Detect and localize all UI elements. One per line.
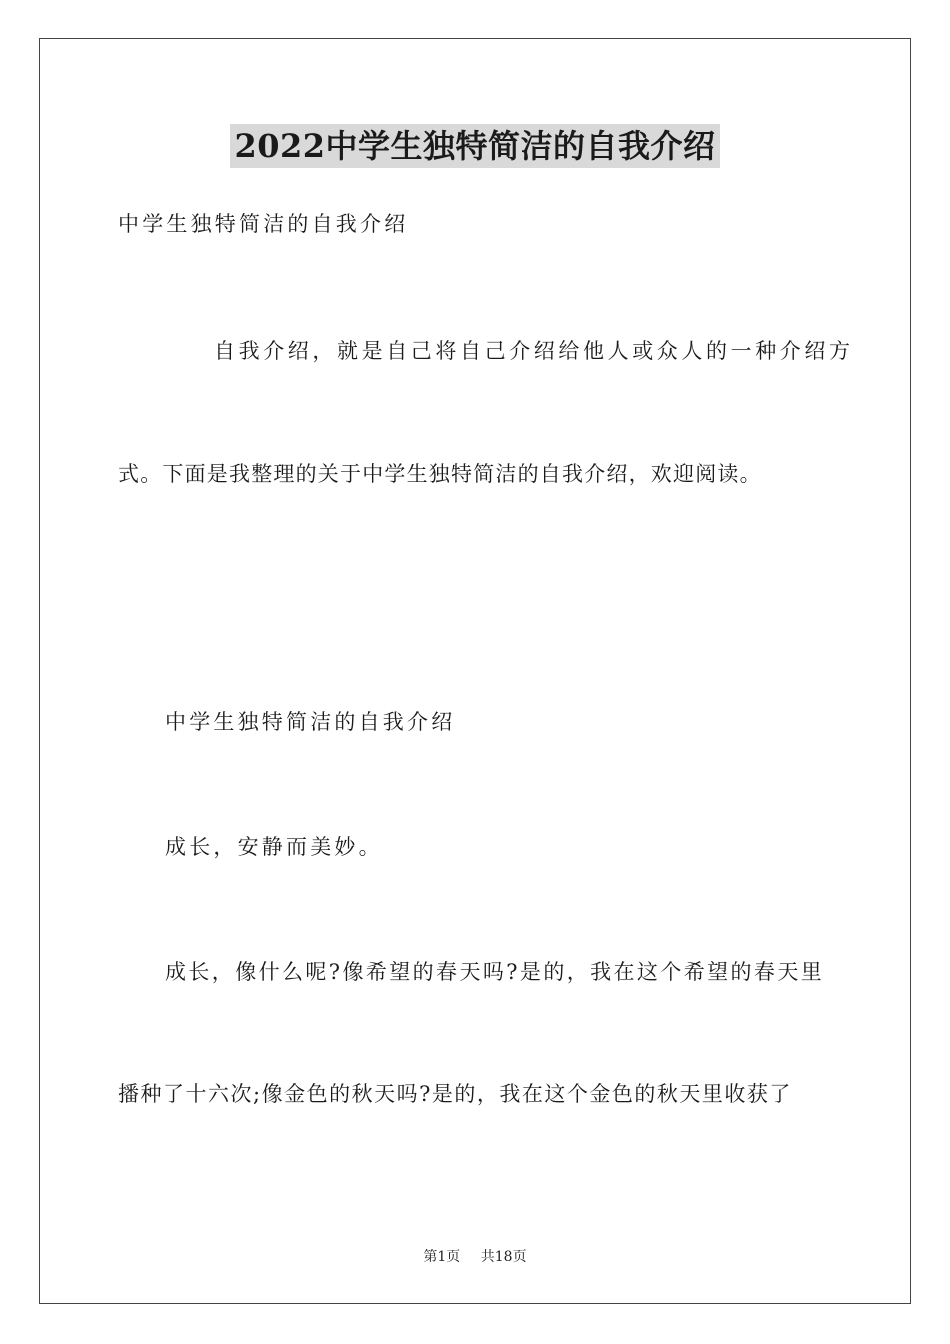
subtitle-line: 中学生独特简洁的自我介绍: [118, 212, 409, 236]
page-total: 共18页: [480, 1249, 527, 1265]
paragraph-line: 成长，像什么呢?像希望的春天吗?是的，我在这个希望的春天里: [165, 960, 825, 984]
page-number: 第1页: [423, 1249, 461, 1265]
title-container: [0, 124, 950, 168]
paragraph-line: 式。下面是我整理的关于中学生独特简洁的自我介绍，欢迎阅读。: [118, 462, 762, 486]
document-title: 2022中学生独特简洁的自我介绍: [230, 124, 719, 168]
paragraph-line: 自我介绍，就是自己将自己介绍给他人或众人的一种介绍方: [214, 339, 854, 363]
section-heading: 中学生独特简洁的自我介绍: [165, 710, 456, 734]
paragraph-line: 播种了十六次;像金色的秋天吗?是的，我在这个金色的秋天里收获了: [118, 1082, 792, 1106]
page-footer: [0, 1247, 950, 1267]
paragraph-line: 成长，安静而美妙。: [165, 835, 383, 859]
